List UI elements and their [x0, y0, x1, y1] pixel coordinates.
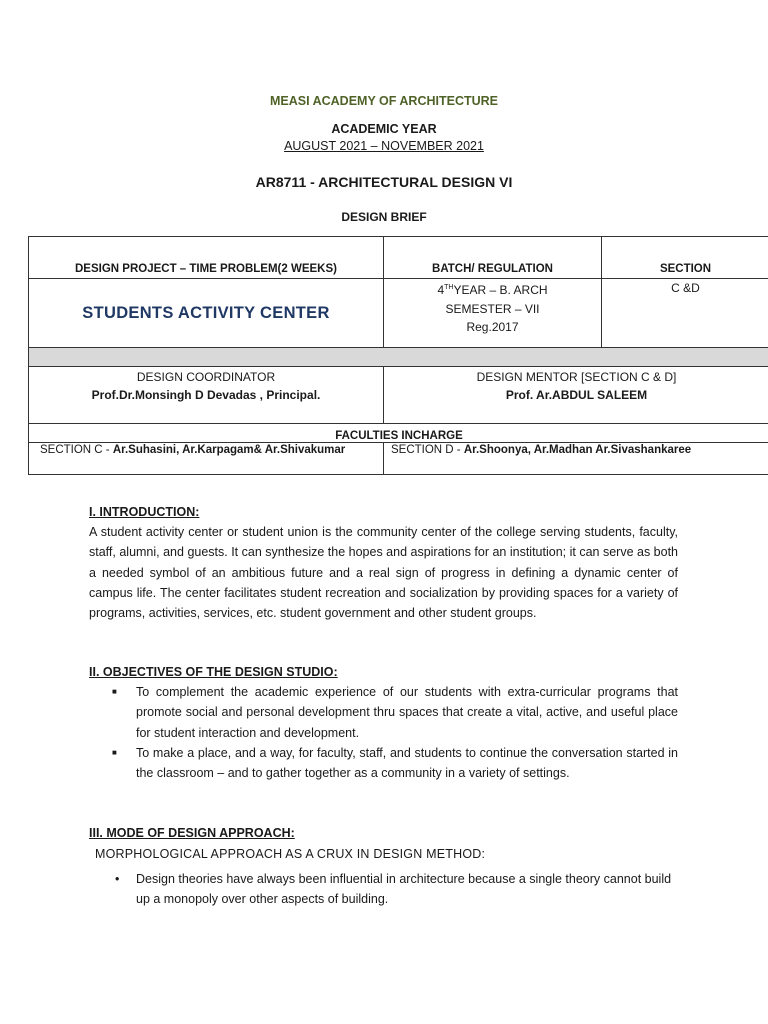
objective-text: To complement the academic experience of our students with extra-curricular programs that promote social and personal development thru spaces that create a vital, active, and useful place for student interaction and development.	[136, 685, 678, 740]
objectives-heading: II. OBJECTIVES OF THE DESIGN STUDIO:	[89, 665, 338, 679]
course-title: AR8711 - ARCHITECTURAL DESIGN VI	[255, 174, 513, 190]
round-bullet-icon: •	[115, 872, 120, 886]
section-c-faculty	[29, 443, 384, 475]
section-d-label: SECTION D -	[391, 444, 464, 456]
project-name: STUDENTS ACTIVITY CENTER	[29, 279, 384, 348]
section-header: SECTION	[602, 237, 768, 279]
mentor-name: Prof. Ar.ABDUL SALEEM	[505, 388, 648, 402]
coordinator-name: Prof.Dr.Monsingh D Devadas , Principal.	[91, 388, 321, 402]
academic-year-range	[0, 139, 768, 153]
introduction-heading: I. INTRODUCTION:	[89, 505, 200, 519]
batch-cell	[384, 279, 602, 348]
square-bullet-icon: ■	[112, 747, 117, 757]
faculties-header: FACULTIES INCHARGE	[29, 424, 768, 443]
objectives-list	[112, 682, 678, 783]
batch-year-num: 4	[437, 283, 445, 297]
section-value: C &D	[602, 279, 768, 348]
grey-divider-row	[29, 348, 768, 367]
batch-regulation: Reg.2017	[466, 320, 519, 334]
project-info-table	[28, 236, 768, 475]
section-d-names: Ar.Shoonya, Ar.Madhan Ar.Sivashankaree	[463, 444, 692, 456]
institution-name: MEASI ACADEMY OF ARCHITECTURE	[269, 94, 498, 108]
mentor-cell	[384, 367, 768, 424]
approach-heading: III. MODE OF DESIGN APPROACH:	[89, 826, 295, 840]
academic-year-label: ACADEMIC YEAR	[331, 122, 437, 136]
academic-year-range-text: AUGUST 2021 – NOVEMBER 2021	[284, 139, 484, 153]
mentor-label: DESIGN MENTOR [SECTION C & D]	[476, 370, 677, 384]
doc-type: DESIGN BRIEF	[341, 210, 427, 224]
coordinator-label: DESIGN COORDINATOR	[136, 370, 276, 384]
objective-text: To make a place, and a way, for faculty, staff, and students to continue the conversation started in the classroom – and to gather together as a community in a variety of settings.	[136, 745, 678, 781]
batch-semester: SEMESTER – VII	[445, 301, 540, 316]
approach-item	[112, 869, 672, 910]
approach-subtitle: MORPHOLOGICAL APPROACH AS A CRUX IN DESIGN METHOD:	[95, 847, 486, 861]
objective-item	[112, 743, 678, 784]
approach-list	[112, 869, 672, 910]
batch-year-rest: YEAR – B. ARCH	[453, 283, 548, 297]
batch-year	[384, 279, 601, 300]
design-project-header: DESIGN PROJECT – TIME PROBLEM(2 WEEKS)	[29, 237, 384, 279]
square-bullet-icon: ■	[112, 687, 117, 696]
objective-item	[112, 682, 678, 743]
approach-text: Design theories have always been influential in architecture because a single theory cannot build up a monopoly over other aspects of building.	[136, 872, 672, 907]
introduction-text: A student activity center or student union is the community center of the college serving students, faculty, staff, alumni, and guests. It can synthesize the hopes and aspirations for an institution; it can serve as both a needed symbol of an ambitious future and a real sign of progress in defining a dynamic center of campus life. The center facilitates student recreation and socialization by providing spaces for a variety of programs, activities, services, etc. student government and other student groups.	[89, 525, 679, 621]
batch-header: BATCH/ REGULATION	[384, 237, 602, 279]
coordinator-cell	[29, 367, 384, 424]
section-c-names: Ar.Suhasini, Ar.Karpagam& Ar.Shivakumar	[112, 444, 346, 456]
section-c-label: SECTION C -	[40, 444, 113, 456]
section-d-faculty	[384, 443, 768, 475]
batch-year-sup: TH	[444, 284, 454, 291]
